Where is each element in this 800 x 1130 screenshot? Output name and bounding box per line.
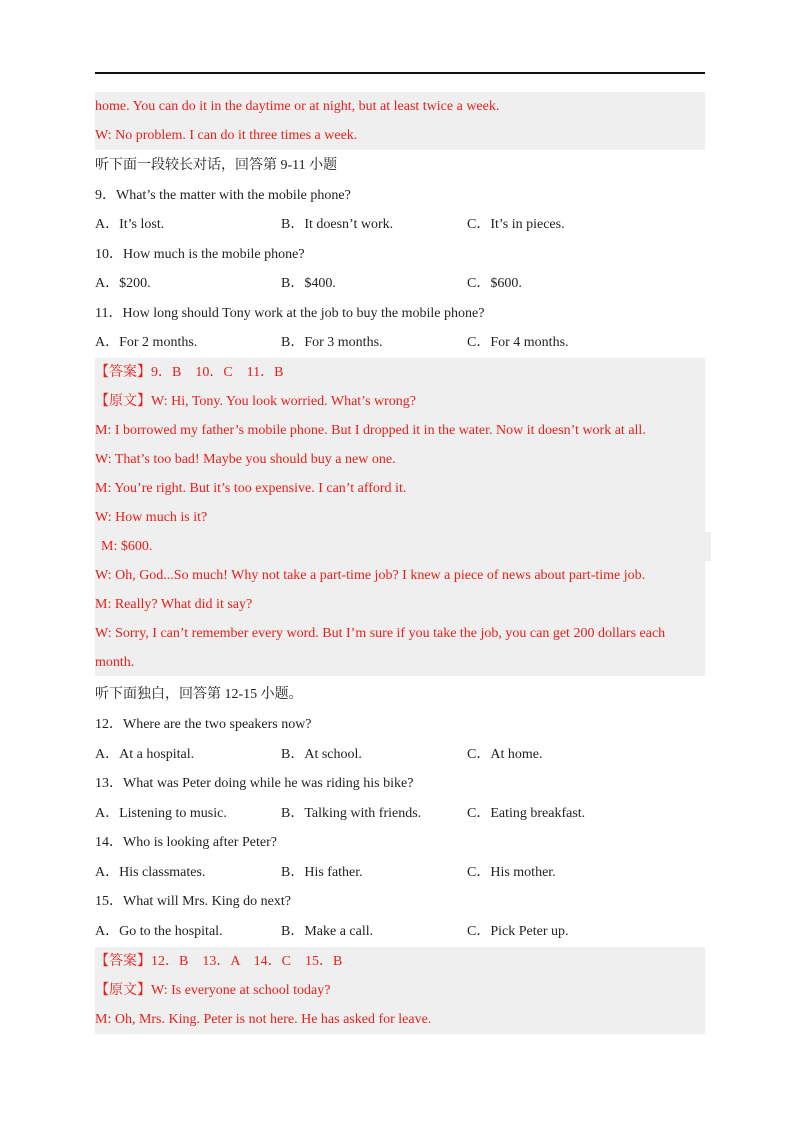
option-b: B．His father. [281, 865, 363, 880]
option-b: B．At school. [281, 747, 362, 762]
answer-key: 【答案】9．B 10．C 11．B [95, 358, 705, 387]
transcript-line: M: You’re right. But it’s too expensive. I can’t afford it. [95, 474, 705, 503]
transcript-line: M: Really? What did it say? [95, 590, 705, 619]
question-stem: 15．What will Mrs. King do next? [95, 894, 291, 909]
option-c: C．Pick Peter up. [467, 924, 569, 939]
option-a: A．$200. [95, 276, 151, 291]
transcript-line: home. You can do it in the daytime or at night, but at least twice a week. [95, 92, 705, 121]
options-row [95, 328, 705, 357]
transcript-line: W: No problem. I can do it three times a week. [95, 121, 705, 150]
transcript-line: W: Oh, God...So much! Why not take a part-time job? I knew a piece of news about part-time job. [95, 561, 705, 590]
transcript-line: W: That’s too bad! Maybe you should buy a new one. [95, 445, 705, 474]
options-row [95, 210, 705, 239]
question-stem: 10．How much is the mobile phone? [95, 247, 305, 262]
transcript-line: W: How much is it? [95, 503, 705, 532]
option-a: A．It’s lost. [95, 217, 165, 232]
option-c: C．For 4 months. [467, 335, 569, 350]
transcript-line: W: Sorry, I can’t remember every word. But I’m sure if you take the job, you can get 200 dollars each month. [95, 619, 705, 676]
options-row [95, 740, 705, 769]
transcript-line: M: $600. [95, 532, 711, 561]
question-stem: 11．How long should Tony work at the job to buy the mobile phone? [95, 306, 485, 321]
option-b: B．It doesn’t work. [281, 217, 394, 232]
option-c: C．It’s in pieces. [467, 217, 565, 232]
option-c: C．At home. [467, 747, 543, 762]
options-row [95, 858, 705, 887]
question-stem: 13．What was Peter doing while he was riding his bike? [95, 776, 414, 791]
section-heading: 听下面一段较长对话，回答第 9-11 小题 [95, 158, 338, 173]
question-stem: 14．Who is looking after Peter? [95, 835, 277, 850]
option-c: C．Eating breakfast. [467, 806, 586, 821]
option-b: B．Talking with friends. [281, 806, 422, 821]
question-stem: 12．Where are the two speakers now? [95, 717, 312, 732]
option-b: B．Make a call. [281, 924, 374, 939]
transcript-line: M: I borrowed my father’s mobile phone. But I dropped it in the water. Now it doesn’t work at all. [95, 416, 705, 445]
option-c: C．His mother. [467, 865, 556, 880]
option-a: A．At a hospital. [95, 747, 195, 762]
transcript-line: 【原文】W: Hi, Tony. You look worried. What’s wrong? [95, 387, 705, 416]
options-row [95, 269, 705, 298]
option-a: A．For 2 months. [95, 335, 198, 350]
option-b: B．For 3 months. [281, 335, 383, 350]
option-b: B．$400. [281, 276, 336, 291]
options-row [95, 799, 705, 828]
option-a: A．Go to the hospital. [95, 924, 223, 939]
transcript-line: 【原文】W: Is everyone at school today? [95, 976, 705, 1005]
question-stem: 9．What’s the matter with the mobile phone? [95, 188, 351, 203]
header-rule [95, 72, 705, 74]
answer-key: 【答案】12．B 13．A 14．C 15．B [95, 947, 705, 976]
transcript-line: M: Oh, Mrs. King. Peter is not here. He has asked for leave. [95, 1005, 705, 1034]
option-a: A．Listening to music. [95, 806, 227, 821]
option-c: C．$600. [467, 276, 522, 291]
options-row [95, 917, 705, 946]
option-a: A．His classmates. [95, 865, 206, 880]
section-heading: 听下面独白，回答第 12-15 小题。 [95, 687, 303, 702]
